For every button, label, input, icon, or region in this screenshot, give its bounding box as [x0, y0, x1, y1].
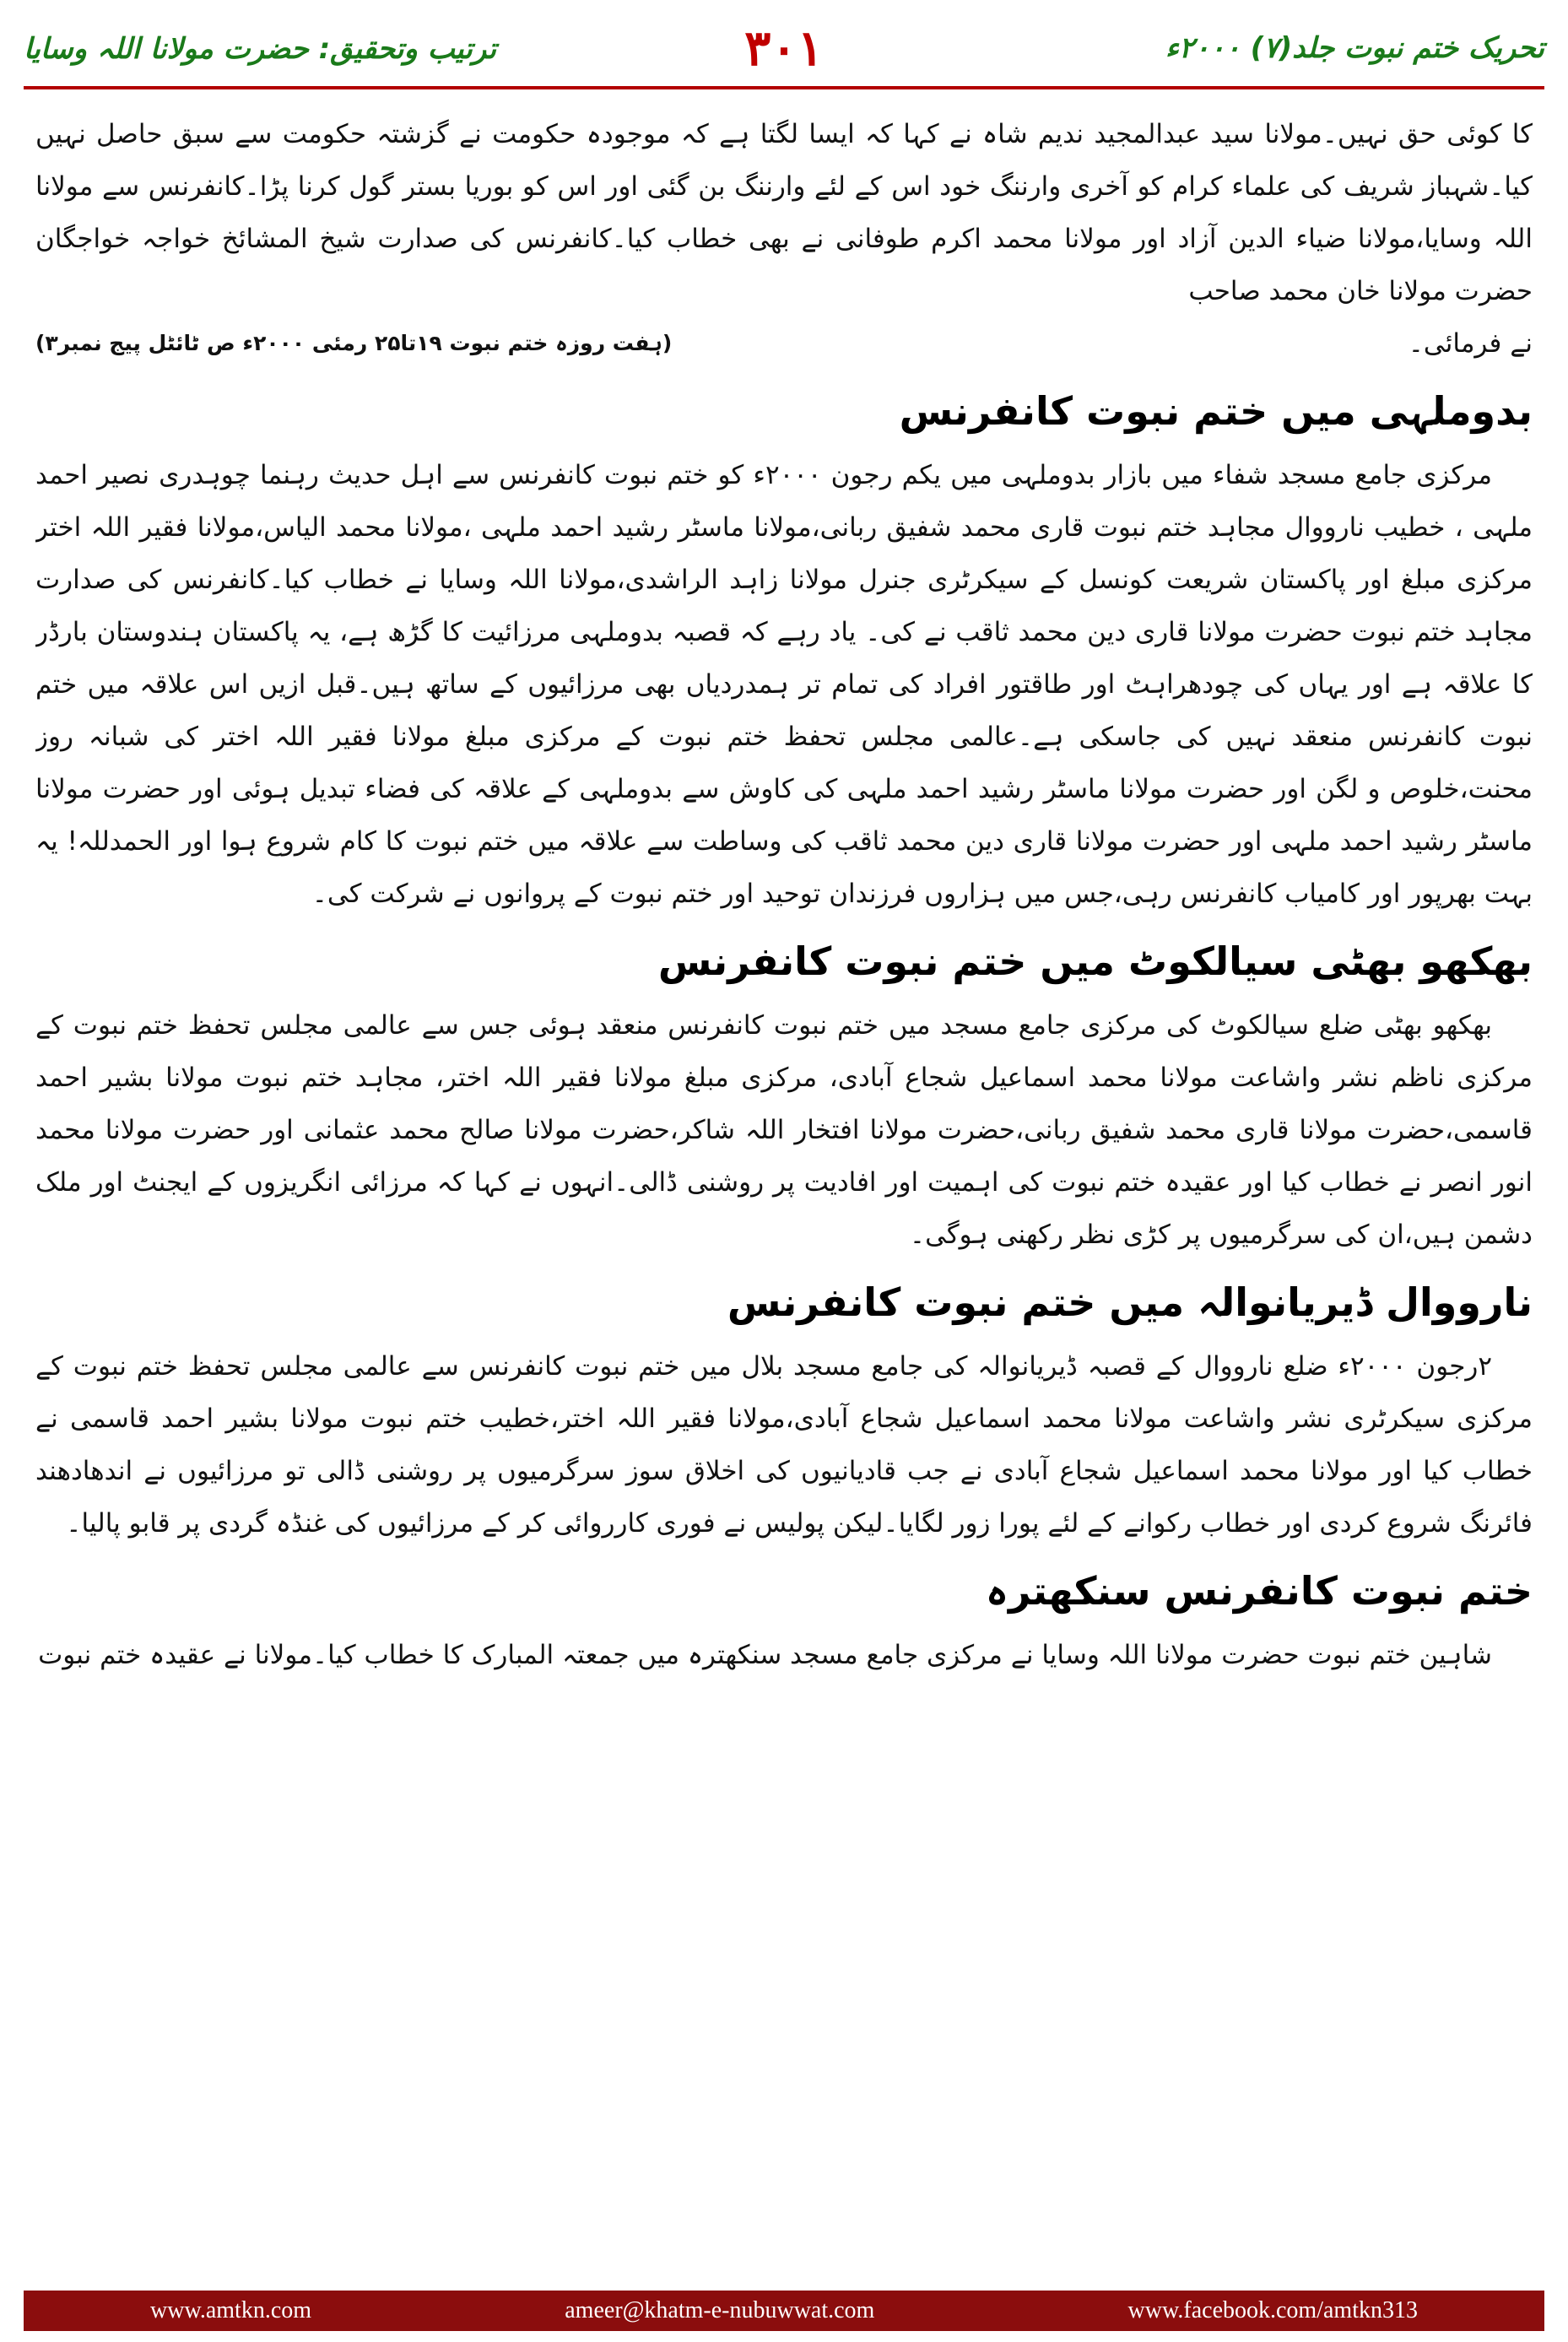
header-compiler-credit: ترتیب وتحقیق: حضرت مولانا اللہ وسایا — [24, 31, 497, 66]
section-body-bhikho-bhatti: بھکھو بھٹی ضلع سیالکوٹ کی مرکزی جامع مسجد میں ختم نبوت کانفرنس منعقد ہوئی جس سے عالمی مجلس تحفظ ختم نبوت کے مرکزی ناظم نشر واشاعت مولانا محمد اسماعیل شجاع آبادی، مرکزی مبلغ مولانا فقیر اللہ اختر، مجاہد ختم نبوت مولانا بشیر احمد قاسمی،حضرت مولانا قاری محمد شفیق ربانی،حضرت مولانا افتخار اللہ شاکر،حضرت مولانا صالح محمد عثمانی اور حضرت مولانا محمد انور انصر نے خطاب کیا اور عقیدہ ختم نبوت کی اہمیت اور افادیت پر روشنی ڈالی۔انہوں نے کہا کہ مرزائی انگریزوں کے ایجنٹ اور ملک دشمن ہیں،ان کی سرگرمیوں پر کڑی نظر رکھنی ہوگی۔ — [35, 1010, 1533, 1250]
section-heading-bhikho-bhatti: بھکھو بھٹی سیالکوٹ میں ختم نبوت کانفرنس — [657, 938, 1533, 984]
footer-facebook-link[interactable]: www.facebook.com/amtkn313 — [1127, 2297, 1418, 2323]
page-content — [35, 108, 1533, 2269]
page-header — [24, 15, 1544, 81]
page-footer — [24, 2291, 1544, 2331]
section-body-sankhatra: شاہین ختم نبوت حضرت مولانا اللہ وسایا نے مرکزی جامع مسجد سنکھترہ میں جمعتہ المبارک کا خطاب کیا۔مولانا نے عقیدہ ختم نبوت — [38, 1640, 1492, 1670]
section-heading-deryanwala: نارووال ڈیریانوالہ میں ختم نبوت کانفرنس — [727, 1279, 1533, 1325]
header-divider — [24, 86, 1544, 89]
footer-email-link[interactable]: ameer@khatm-e-nubuwwat.com — [565, 2297, 875, 2323]
intro-closing-row — [35, 317, 1533, 370]
section-body-badomalhi: مرکزی جامع مسجد شفاء میں بازار بدوملہی میں یکم رجون ۲۰۰۰ء کو ختم نبوت کانفرنس سے اہل حدیث رہنما چوہدری نصیر احمد ملہی ، خطیب نارووال مجاہد ختم نبوت قاری محمد شفیق ربانی،مولانا ماسٹر رشید احمد ملہی ،مولانا محمد الیاس،مولانا فقیر اللہ اختر مرکزی مبلغ اور پاکستان شریعت کونسل کے سیکرٹری جنرل مولانا زاہد الراشدی،مولانا اللہ وسایا نے خطاب کیا۔کانفرنس کی صدارت مجاہد ختم نبوت حضرت مولانا قاری دین محمد ثاقب نے کی۔ یاد رہے کہ قصبہ بدوملہی مرزائیت کا گڑھ ہے، یہ پاکستان ہندوستان بارڈر کا علاقہ ہے اور یہاں کی چودھراہٹ اور طاقتور افراد کی تمام تر ہمدردیاں بھی مرزائیوں کے ساتھ ہیں۔قبل ازیں اس علاقہ میں ختم نبوت کانفرنس منعقد نہیں کی جاسکی ہے۔عالمی مجلس تحفظ ختم نبوت کے مرکزی مبلغ مولانا فقیر اللہ اختر کی شبانہ روز محنت،خلوص و لگن اور حضرت مولانا ماسٹر رشید احمد ملہی کی کاوش سے بدوملہی کے علاقہ کی فضاء تبدیل ہوئی اور حضرت مولانا ماسٹر رشید احمد ملہی اور حضرت مولانا قاری دین محمد ثاقب کی وساطت سے علاقہ میں ختم نبوت کا کام شروع ہوا اور الحمدللہ! یہ بہت بھرپور اور کامیاب کانفرنس رہی،جس میں ہزاروں فرزندان توحید اور ختم نبوت کے پروانوں نے شرکت کی۔ — [35, 460, 1533, 909]
header-book-title: تحریک ختم نبوت جلد(۷) ۲۰۰۰ء — [1165, 31, 1544, 65]
page-number: ۳۰۱ — [744, 19, 824, 77]
section-heading-sankhatra: ختم نبوت کانفرنس سنکھترہ — [986, 1568, 1533, 1614]
section-body-deryanwala: ۲رجون ۲۰۰۰ء ضلع نارووال کے قصبہ ڈیریانوالہ کی جامع مسجد بلال میں ختم نبوت کانفرنس سے عالمی مجلس تحفظ ختم نبوت کے مرکزی سیکرٹری نشر واشاعت مولانا محمد اسماعیل شجاع آبادی،مولانا فقیر اللہ اختر،خطیب ختم نبوت مولانا بشیر احمد قاسمی نے خطاب کیا اور مولانا محمد اسماعیل شجاع آبادی نے جب قادیانیوں کی اخلاق سوز سرگرمیوں پر روشنی ڈالی تو مرزائیوں نے اندھادھند فائرنگ شروع کردی اور خطاب رکوانے کے لئے پورا زور لگایا۔لیکن پولیس نے فوری کارروائی کر کے مرزائیوں کی غنڈہ گردی پر قابو پالیا۔ — [35, 1351, 1533, 1539]
intro-paragraph-end: نے فرمائی۔ — [1408, 328, 1533, 359]
source-reference: (ہفت روزہ ختم نبوت ۱۹تا۲۵ رمئی ۲۰۰۰ء ص ٹائٹل پیج نمبر۳) — [35, 331, 673, 355]
footer-website-link[interactable]: www.amtkn.com — [150, 2297, 312, 2323]
intro-paragraph: کا کوئی حق نہیں۔مولانا سید عبدالمجید ندیم شاہ نے کہا کہ ایسا لگتا ہے کہ موجودہ حکومت نے گزشتہ حکومت سے سبق حاصل نہیں کیا۔شہباز شریف کی علماء کرام کو آخری وارننگ خود اس کے لئے وارننگ بن گئی اور اس کو بوریا بستر گول کرنا پڑا۔کانفرنس سے مولانا اللہ وسایا،مولانا ضیاء الدین آزاد اور مولانا محمد اکرم طوفانی نے بھی خطاب کیا۔کانفرنس کی صدارت شیخ المشائخ خواجہ خواجگان حضرت مولانا خان محمد صاحب — [35, 119, 1533, 306]
section-heading-badomalhi: بدوملہی میں ختم نبوت کانفرنس — [899, 388, 1533, 434]
